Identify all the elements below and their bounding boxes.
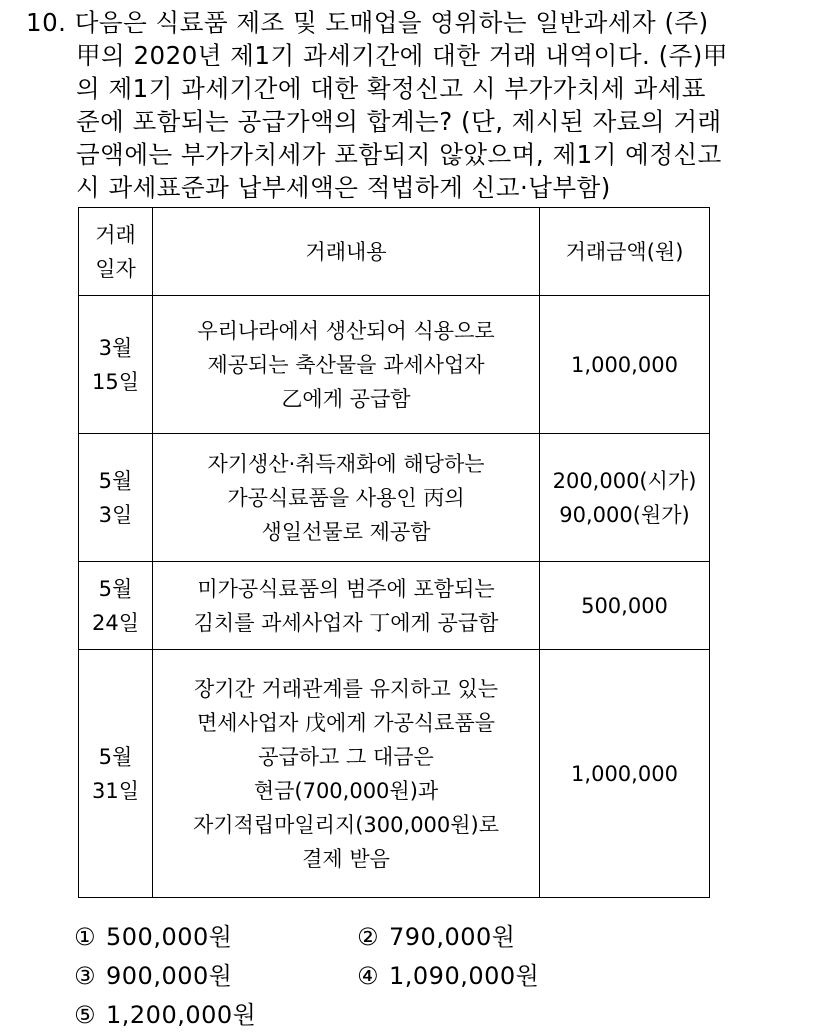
answer-options <box>74 918 774 1035</box>
row-amount: 500,000 <box>540 562 710 650</box>
option-1[interactable]: ① 500,000원 <box>74 923 233 951</box>
transaction-table <box>78 207 710 898</box>
question-line: 의 제1기 과세기간에 대한 확정신고 시 부가가치세 과세표 <box>76 74 706 103</box>
row-date: 5월 3일 <box>79 434 153 562</box>
option-2[interactable]: ② 790,000원 <box>357 923 516 951</box>
question-line: 시 과세표준과 납부세액은 적법하게 신고·납부함) <box>76 173 611 202</box>
header-amount: 거래금액(원) <box>540 208 710 296</box>
table-row <box>79 434 710 562</box>
row-amount: 200,000(시가) 90,000(원가) <box>540 434 710 562</box>
table-row <box>79 562 710 650</box>
table-header-row <box>79 208 710 296</box>
row-content: 미가공식료품의 범주에 포함되는 김치를 과세사업자 丁에게 공급함 <box>153 562 540 650</box>
row-content: 자기생산·취득재화에 해당하는 가공식료품을 사용인 丙의 생일선물로 제공함 <box>153 434 540 562</box>
row-date: 5월 31일 <box>79 650 153 898</box>
question-line: 10. 다음은 식료품 제조 및 도매업을 영위하는 일반과세자 (주) <box>26 8 709 37</box>
row-date: 5월 24일 <box>79 562 153 650</box>
header-content: 거래내용 <box>153 208 540 296</box>
header-date: 거래 일자 <box>79 208 153 296</box>
row-content: 우리나라에서 생산되어 식용으로 제공되는 축산물을 과세사업자 乙에게 공급함 <box>153 296 540 434</box>
question-text <box>26 6 796 204</box>
question-line: 금액에는 부가가치세가 포함되지 않았으며, 제1기 예정신고 <box>76 140 722 169</box>
table-row <box>79 650 710 898</box>
table-row <box>79 296 710 434</box>
row-content: 장기간 거래관계를 유지하고 있는 면세사업자 戊에게 가공식료품을 공급하고 그 대금은 현금(700,000원)과 자기적립마일리지(300,000원)로 결제 받음 <box>153 650 540 898</box>
question-line: 준에 포함되는 공급가액의 합계는? (단, 제시된 자료의 거래 <box>76 107 722 136</box>
row-date: 3월 15일 <box>79 296 153 434</box>
question-line: 甲의 2020년 제1기 과세기간에 대한 거래 내역이다. (주)甲 <box>76 41 728 70</box>
option-3[interactable]: ③ 900,000원 <box>74 962 233 990</box>
row-amount: 1,000,000 <box>540 650 710 898</box>
option-4[interactable]: ④ 1,090,000원 <box>357 962 540 990</box>
row-amount: 1,000,000 <box>540 296 710 434</box>
option-5[interactable]: ⑤ 1,200,000원 <box>74 1001 257 1029</box>
